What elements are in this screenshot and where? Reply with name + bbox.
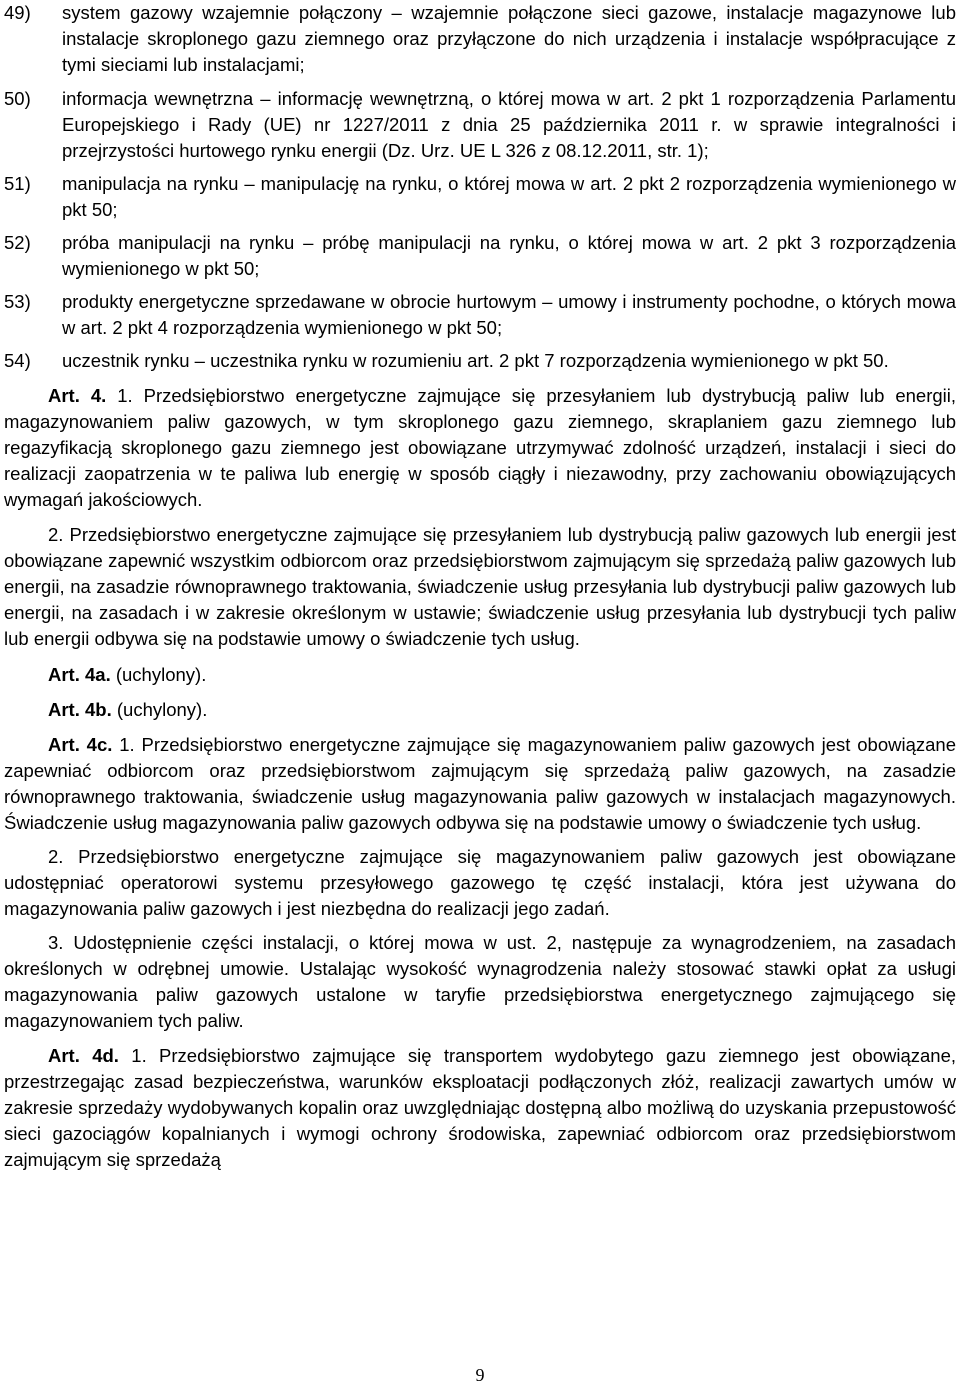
definition-text: informacja wewnętrzna – informację wewnętrzną, o której mowa w art. 2 pkt 1 rozporządzenia Parlamentu Europejskiego i Rady (UE) nr 1227/2011 z dnia 25 października 2011 r. w sprawie integralności i przejrzystości hurtowego rynku energii (Dz. Urz. UE L 326 z 08.12.2011, str. 1); [62, 88, 956, 161]
definition-text: próba manipulacji na rynku – próbę manipulacji na rynku, o której mowa w art. 2 pkt 3 rozporządzenia wymienionego w pkt 50; [62, 232, 956, 279]
article-4-paragraph-1 [4, 383, 956, 513]
article-4d-heading: Art. 4d. [48, 1045, 119, 1066]
article-4-heading: Art. 4. [48, 385, 107, 406]
paragraph-text: 1. Przedsiębiorstwo energetyczne zajmujące się przesyłaniem lub dystrybucją paliw lub energii, magazynowaniem paliw gazowych, w tym skroplonego gazu ziemnego, skraplaniem gazu ziemnego lub regazyfikacją skroplonego gazu ziemnego jest obowiązane utrzymywać zdolność urządzeń, instalacji i sieci do realizacji zaopatrzenia w te paliwa lub energię w sposób ciągły i niezawodny, przy zachowaniu obowiązujących wymagań jakościowych. [4, 385, 957, 510]
definition-52 [4, 230, 956, 282]
definition-text: produkty energetyczne sprzedawane w obrocie hurtowym – umowy i instrumenty pochodne, o których mowa w art. 2 pkt 4 rozporządzenia wymienionego w pkt 50; [62, 291, 956, 338]
paragraph-text: 1. Przedsiębiorstwo energetyczne zajmujące się magazynowaniem paliw gazowych jest obowiązane zapewniać odbiorcom oraz przedsiębiorstwom zajmującym się sprzedażą paliw gazowych, na zasadzie równoprawnego traktowania, świadczenie usług magazynowania paliw gazowych w instalacjach magazynowych. Świadczenie usług magazynowania paliw gazowych odbywa się na podstawie umowy o świadczenie tych usług. [4, 734, 956, 833]
article-4c-paragraph-2: 2. Przedsiębiorstwo energetyczne zajmujące się magazynowaniem paliw gazowych jest obowiązane udostępniać operatorowi systemu przesyłowego gazowego tę część instalacji, która jest używana do magazynowania paliw gazowych i jest niezbędna do realizacji jego zadań. [4, 846, 956, 919]
article-4b-text: (uchylony). [116, 699, 208, 720]
article-4-paragraph-2: 2. Przedsiębiorstwo energetyczne zajmujące się przesyłaniem lub dystrybucją paliw gazowych lub energii jest obowiązane zapewnić wszystkim odbiorcom oraz przedsiębiorstwom zajmującym się sprzedażą paliw gazowych lub energii, na zasadzie równoprawnego traktowania, świadczenie usług przesyłania lub dystrybucji paliw gazowych lub energii, na zasadach i w zakresie określonym w ustawie; świadczenie usług przesyłania lub dystrybucji tych paliw lub energii odbywa się na podstawie umowy o świadczenie tych usług. [4, 524, 956, 649]
definition-text: manipulacja na rynku – manipulację na rynku, o której mowa w art. 2 pkt 2 rozporządzenia wymienionego w pkt 50; [62, 173, 956, 220]
page-number: 9 [475, 1365, 485, 1385]
article-4b [4, 697, 956, 723]
definition-text: system gazowy wzajemnie połączony – wzajemnie połączone sieci gazowe, instalacje magazynowe lub instalacje skroplonego gazu ziemnego oraz przyłączone do nich urządzenia i instalacje współpracujące z tymi sieciami lub instalacjami; [62, 2, 956, 75]
definition-number: 53) [4, 291, 31, 312]
definition-text: uczestnik rynku – uczestnika rynku w rozumieniu art. 2 pkt 7 rozporządzenia wymienionego w pkt 50. [62, 350, 889, 371]
article-4a [4, 662, 956, 688]
article-4c-paragraph-3: 3. Udostępnienie części instalacji, o której mowa w ust. 2, następuje za wynagrodzeniem, na zasadach określonych w odrębnej umowie. Ustalając wysokość wynagrodzenia należy stosować stawki opłat za usługi magazynowania paliw gazowych ustalone w taryfie przedsiębiorstwa energetycznego zajmującego się magazynowaniem tych paliw. [4, 932, 956, 1031]
definition-number: 52) [4, 232, 31, 253]
article-4a-text: (uchylony). [115, 664, 207, 685]
definition-53 [4, 289, 956, 341]
article-4c-heading: Art. 4c. [48, 734, 113, 755]
definition-number: 50) [4, 88, 31, 109]
article-4d-paragraph-1 [4, 1043, 956, 1173]
definition-49 [4, 0, 956, 78]
document-page [4, 0, 956, 1173]
definition-50 [4, 86, 956, 164]
article-4a-heading: Art. 4a. [48, 664, 111, 685]
article-4b-heading: Art. 4b. [48, 699, 112, 720]
definition-number: 51) [4, 173, 31, 194]
definition-54 [4, 348, 956, 374]
article-4c-paragraph-1 [4, 732, 956, 836]
definition-number: 49) [4, 2, 31, 23]
paragraph-text: 1. Przedsiębiorstwo zajmujące się transportem wydobytego gazu ziemnego jest obowiązane, przestrzegając zasad bezpieczeństwa, warunków eksploatacji podłączonych złóż, realizacji zawartych umów w zakresie sprzedaży wydobywanych kopalin oraz uwzględniając dostępną albo możliwą do uzyskania przepustowość sieci gazociągów kopalnianych i wymogi ochrony środowiska, zapewniać odbiorcom oraz przedsiębiorstwom zajmującym się sprzedażą [4, 1045, 956, 1170]
definition-number: 54) [4, 350, 31, 371]
definition-51 [4, 171, 956, 223]
